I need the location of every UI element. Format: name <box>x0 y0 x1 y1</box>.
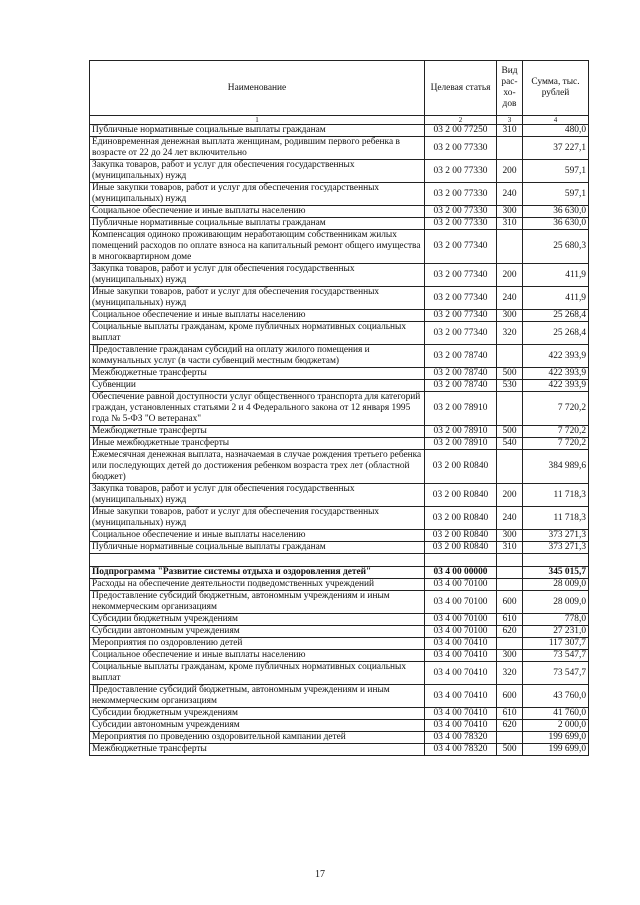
row-target-article-cell: 03 2 00 R0840 <box>425 484 497 507</box>
row-name-cell: Мероприятия по проведению оздоровительной кампании детей <box>90 732 425 744</box>
row-name-cell: Предоставление субсидий бюджетным, автономным учреждениям и иным некоммерческим организациям <box>90 591 425 614</box>
row-name-cell: Иные закупки товаров, работ и услуг для обеспечения государственных (муниципальных) нужд <box>90 183 425 206</box>
column-numbers-row <box>90 116 589 125</box>
row-target-article-cell: 03 2 00 77330 <box>425 183 497 206</box>
row-amount-cell: 11 718,3 <box>523 507 589 530</box>
row-target-article-cell: 03 2 00 78740 <box>425 380 497 392</box>
row-name-cell: Социальные выплаты гражданам, кроме публичных нормативных социальных выплат <box>90 662 425 685</box>
row-amount-cell: 43 760,0 <box>523 685 589 708</box>
row-target-article-cell: 03 4 00 70410 <box>425 650 497 662</box>
row-amount-cell: 117 307,7 <box>523 638 589 650</box>
header-amount: Сумма, тыс. рублей <box>523 61 589 116</box>
row-target-article-cell: 03 4 00 70410 <box>425 662 497 685</box>
row-amount-cell: 36 630,0 <box>523 218 589 230</box>
empty-cell <box>90 554 425 567</box>
row-expense-type-cell <box>497 137 523 160</box>
row-amount-cell: 37 227,1 <box>523 137 589 160</box>
row-amount-cell: 25 268,4 <box>523 310 589 322</box>
table-row <box>90 137 589 160</box>
row-expense-type-cell: 240 <box>497 507 523 530</box>
row-expense-type-cell: 540 <box>497 438 523 450</box>
row-expense-type-cell: 320 <box>497 662 523 685</box>
table-row <box>90 450 589 484</box>
row-target-article-cell: 03 2 00 77340 <box>425 264 497 287</box>
table-spacer-row <box>90 554 589 567</box>
table-row <box>90 614 589 626</box>
row-target-article-cell: 03 2 00 77330 <box>425 160 497 183</box>
table-row <box>90 591 589 614</box>
row-target-article-cell: 03 2 00 R0840 <box>425 530 497 542</box>
row-expense-type-cell: 310 <box>497 218 523 230</box>
header-expense-type: Вид рас-хо-дов <box>497 61 523 116</box>
row-name-cell: Субвенции <box>90 380 425 392</box>
table-row <box>90 579 589 591</box>
row-name-cell: Иные закупки товаров, работ и услуг для обеспечения государственных (муниципальных) нужд <box>90 507 425 530</box>
row-name-cell: Иные закупки товаров, работ и услуг для обеспечения государственных (муниципальных) нужд <box>90 287 425 310</box>
row-amount-cell: 199 699,0 <box>523 732 589 744</box>
row-name-cell: Субсидии автономным учреждениям <box>90 626 425 638</box>
row-expense-type-cell: 320 <box>497 322 523 345</box>
row-expense-type-cell <box>497 392 523 426</box>
row-expense-type-cell: 310 <box>497 542 523 554</box>
row-target-article-cell: 03 4 00 70100 <box>425 626 497 638</box>
row-amount-cell: 411,9 <box>523 264 589 287</box>
table-row <box>90 626 589 638</box>
row-target-article-cell: 03 2 00 77330 <box>425 218 497 230</box>
row-expense-type-cell: 600 <box>497 591 523 614</box>
row-amount-cell: 25 680,3 <box>523 230 589 264</box>
table-row <box>90 230 589 264</box>
table-row <box>90 345 589 368</box>
table-row <box>90 160 589 183</box>
budget-table <box>89 60 589 756</box>
row-expense-type-cell: 530 <box>497 380 523 392</box>
row-name-cell: Единовременная денежная выплата женщинам, родившим первого ребенка в возрасте от 22 до 24 лет включительно <box>90 137 425 160</box>
column-number: 1 <box>90 116 425 125</box>
row-expense-type-cell: 620 <box>497 720 523 732</box>
row-amount-cell: 2 000,0 <box>523 720 589 732</box>
row-target-article-cell: 03 2 00 77340 <box>425 230 497 264</box>
row-name-cell: Субсидии бюджетным учреждениям <box>90 708 425 720</box>
row-amount-cell: 28 009,0 <box>523 591 589 614</box>
row-name-cell: Мероприятия по оздоровлению детей <box>90 638 425 650</box>
row-expense-type-cell: 620 <box>497 626 523 638</box>
empty-cell <box>497 554 523 567</box>
row-target-article-cell: 03 2 00 78910 <box>425 426 497 438</box>
table-row <box>90 310 589 322</box>
table-row <box>90 392 589 426</box>
row-name-cell: Расходы на обеспечение деятельности подведомственных учреждений <box>90 579 425 591</box>
table-row <box>90 287 589 310</box>
row-amount-cell: 73 547,7 <box>523 650 589 662</box>
row-target-article-cell: 03 2 00 R0840 <box>425 450 497 484</box>
row-amount-cell: 597,1 <box>523 160 589 183</box>
row-name-cell: Межбюджетные трансферты <box>90 368 425 380</box>
row-amount-cell: 345 015,7 <box>523 567 589 579</box>
row-target-article-cell: 03 4 00 70100 <box>425 579 497 591</box>
row-name-cell: Закупка товаров, работ и услуг для обеспечения государственных (муниципальных) нужд <box>90 484 425 507</box>
row-name-cell: Межбюджетные трансферты <box>90 744 425 756</box>
row-expense-type-cell: 300 <box>497 650 523 662</box>
row-target-article-cell: 03 4 00 70410 <box>425 638 497 650</box>
row-name-cell: Иные межбюджетные трансферты <box>90 438 425 450</box>
row-name-cell: Компенсация одиноко проживающим неработающим собственникам жилых помещений расходов по оплате взноса на капитальный ремонт общего имущества в многоквартирном доме <box>90 230 425 264</box>
row-name-cell: Социальное обеспечение и иные выплаты населению <box>90 530 425 542</box>
column-number: 2 <box>425 116 497 125</box>
row-target-article-cell: 03 2 00 77250 <box>425 125 497 137</box>
table-row <box>90 426 589 438</box>
row-amount-cell: 28 009,0 <box>523 579 589 591</box>
row-expense-type-cell <box>497 579 523 591</box>
row-amount-cell: 778,0 <box>523 614 589 626</box>
row-amount-cell: 25 268,4 <box>523 322 589 345</box>
row-amount-cell: 7 720,2 <box>523 426 589 438</box>
table-row <box>90 662 589 685</box>
row-amount-cell: 7 720,2 <box>523 438 589 450</box>
row-target-article-cell: 03 4 00 78320 <box>425 744 497 756</box>
row-amount-cell: 422 393,9 <box>523 345 589 368</box>
row-name-cell: Социальное обеспечение и иные выплаты населению <box>90 206 425 218</box>
table-row <box>90 542 589 554</box>
table-row <box>90 206 589 218</box>
row-amount-cell: 11 718,3 <box>523 484 589 507</box>
table-row <box>90 125 589 137</box>
row-amount-cell: 373 271,3 <box>523 530 589 542</box>
table-row <box>90 638 589 650</box>
table-row <box>90 567 589 579</box>
table-row <box>90 650 589 662</box>
row-target-article-cell: 03 4 00 70100 <box>425 614 497 626</box>
table-row <box>90 708 589 720</box>
row-name-cell: Обеспечение равной доступности услуг общественного транспорта для категорий граждан, установленных статьями 2 и 4 Федерального закона от 12 января 1995 года № 5-ФЗ "О ветеранах" <box>90 392 425 426</box>
row-target-article-cell: 03 4 00 70100 <box>425 591 497 614</box>
column-number: 4 <box>523 116 589 125</box>
row-amount-cell: 199 699,0 <box>523 744 589 756</box>
table-row <box>90 322 589 345</box>
row-expense-type-cell: 500 <box>497 426 523 438</box>
row-target-article-cell: 03 2 00 77340 <box>425 310 497 322</box>
row-target-article-cell: 03 2 00 78740 <box>425 368 497 380</box>
row-amount-cell: 73 547,7 <box>523 662 589 685</box>
row-name-cell: Субсидии автономным учреждениям <box>90 720 425 732</box>
row-name-cell: Подпрограмма "Развитие системы отдыха и оздоровления детей" <box>90 567 425 579</box>
row-expense-type-cell: 310 <box>497 125 523 137</box>
row-expense-type-cell <box>497 638 523 650</box>
table-row <box>90 685 589 708</box>
row-target-article-cell: 03 4 00 00000 <box>425 567 497 579</box>
table-row <box>90 264 589 287</box>
table-row <box>90 368 589 380</box>
empty-cell <box>523 554 589 567</box>
row-target-article-cell: 03 2 00 R0840 <box>425 542 497 554</box>
table-row <box>90 530 589 542</box>
row-expense-type-cell: 600 <box>497 685 523 708</box>
row-expense-type-cell: 200 <box>497 484 523 507</box>
row-amount-cell: 384 989,6 <box>523 450 589 484</box>
row-amount-cell: 422 393,9 <box>523 368 589 380</box>
row-expense-type-cell: 200 <box>497 160 523 183</box>
table-row <box>90 484 589 507</box>
row-target-article-cell: 03 2 00 78910 <box>425 392 497 426</box>
row-target-article-cell: 03 2 00 78740 <box>425 345 497 368</box>
row-name-cell: Предоставление субсидий бюджетным, автономным учреждениям и иным некоммерческим организациям <box>90 685 425 708</box>
row-target-article-cell: 03 4 00 70410 <box>425 720 497 732</box>
table-row <box>90 720 589 732</box>
row-target-article-cell: 03 2 00 77330 <box>425 137 497 160</box>
table-row <box>90 507 589 530</box>
row-amount-cell: 41 760,0 <box>523 708 589 720</box>
row-expense-type-cell <box>497 732 523 744</box>
page-number: 17 <box>315 869 325 880</box>
table-row <box>90 183 589 206</box>
row-expense-type-cell: 300 <box>497 206 523 218</box>
empty-cell <box>425 554 497 567</box>
row-amount-cell: 36 630,0 <box>523 206 589 218</box>
table-row <box>90 438 589 450</box>
row-name-cell: Социальное обеспечение и иные выплаты населению <box>90 310 425 322</box>
row-name-cell: Предоставление гражданам субсидий на оплату жилого помещения и коммунальных услуг (в части субвенций местным бюджетам) <box>90 345 425 368</box>
row-name-cell: Субсидии бюджетным учреждениям <box>90 614 425 626</box>
row-expense-type-cell: 240 <box>497 183 523 206</box>
row-target-article-cell: 03 4 00 78320 <box>425 732 497 744</box>
row-expense-type-cell: 610 <box>497 614 523 626</box>
row-expense-type-cell: 300 <box>497 310 523 322</box>
row-target-article-cell: 03 2 00 77340 <box>425 287 497 310</box>
row-name-cell: Социальные выплаты гражданам, кроме публичных нормативных социальных выплат <box>90 322 425 345</box>
row-name-cell: Публичные нормативные социальные выплаты гражданам <box>90 125 425 137</box>
row-amount-cell: 411,9 <box>523 287 589 310</box>
row-target-article-cell: 03 4 00 70410 <box>425 708 497 720</box>
row-name-cell: Публичные нормативные социальные выплаты гражданам <box>90 542 425 554</box>
row-name-cell: Публичные нормативные социальные выплаты гражданам <box>90 218 425 230</box>
row-amount-cell: 373 271,3 <box>523 542 589 554</box>
row-expense-type-cell <box>497 345 523 368</box>
table-row <box>90 380 589 392</box>
row-target-article-cell: 03 2 00 77340 <box>425 322 497 345</box>
row-expense-type-cell <box>497 230 523 264</box>
row-name-cell: Ежемесячная денежная выплата, назначаемая в случае рождения третьего ребенка или последующих детей до достижения ребенком возраста трех лет (областной бюджет) <box>90 450 425 484</box>
row-target-article-cell: 03 2 00 78910 <box>425 438 497 450</box>
header-target-article: Целевая статья <box>425 61 497 116</box>
row-amount-cell: 597,1 <box>523 183 589 206</box>
row-expense-type-cell: 500 <box>497 368 523 380</box>
row-expense-type-cell: 300 <box>497 530 523 542</box>
row-target-article-cell: 03 2 00 R0840 <box>425 507 497 530</box>
table-row <box>90 744 589 756</box>
row-name-cell: Межбюджетные трансферты <box>90 426 425 438</box>
row-expense-type-cell: 610 <box>497 708 523 720</box>
row-expense-type-cell <box>497 450 523 484</box>
row-name-cell: Социальное обеспечение и иные выплаты населению <box>90 650 425 662</box>
row-name-cell: Закупка товаров, работ и услуг для обеспечения государственных (муниципальных) нужд <box>90 264 425 287</box>
row-target-article-cell: 03 2 00 77330 <box>425 206 497 218</box>
table-row <box>90 218 589 230</box>
row-target-article-cell: 03 4 00 70410 <box>425 685 497 708</box>
row-expense-type-cell: 240 <box>497 287 523 310</box>
row-expense-type-cell <box>497 567 523 579</box>
row-amount-cell: 480,0 <box>523 125 589 137</box>
table-body <box>90 125 589 756</box>
row-name-cell: Закупка товаров, работ и услуг для обеспечения государственных (муниципальных) нужд <box>90 160 425 183</box>
table-row <box>90 732 589 744</box>
row-amount-cell: 7 720,2 <box>523 392 589 426</box>
row-expense-type-cell: 200 <box>497 264 523 287</box>
table-header-row <box>90 61 589 116</box>
column-number: 3 <box>497 116 523 125</box>
row-amount-cell: 422 393,9 <box>523 380 589 392</box>
row-expense-type-cell: 500 <box>497 744 523 756</box>
header-name: Наименование <box>90 61 425 116</box>
row-amount-cell: 27 231,0 <box>523 626 589 638</box>
